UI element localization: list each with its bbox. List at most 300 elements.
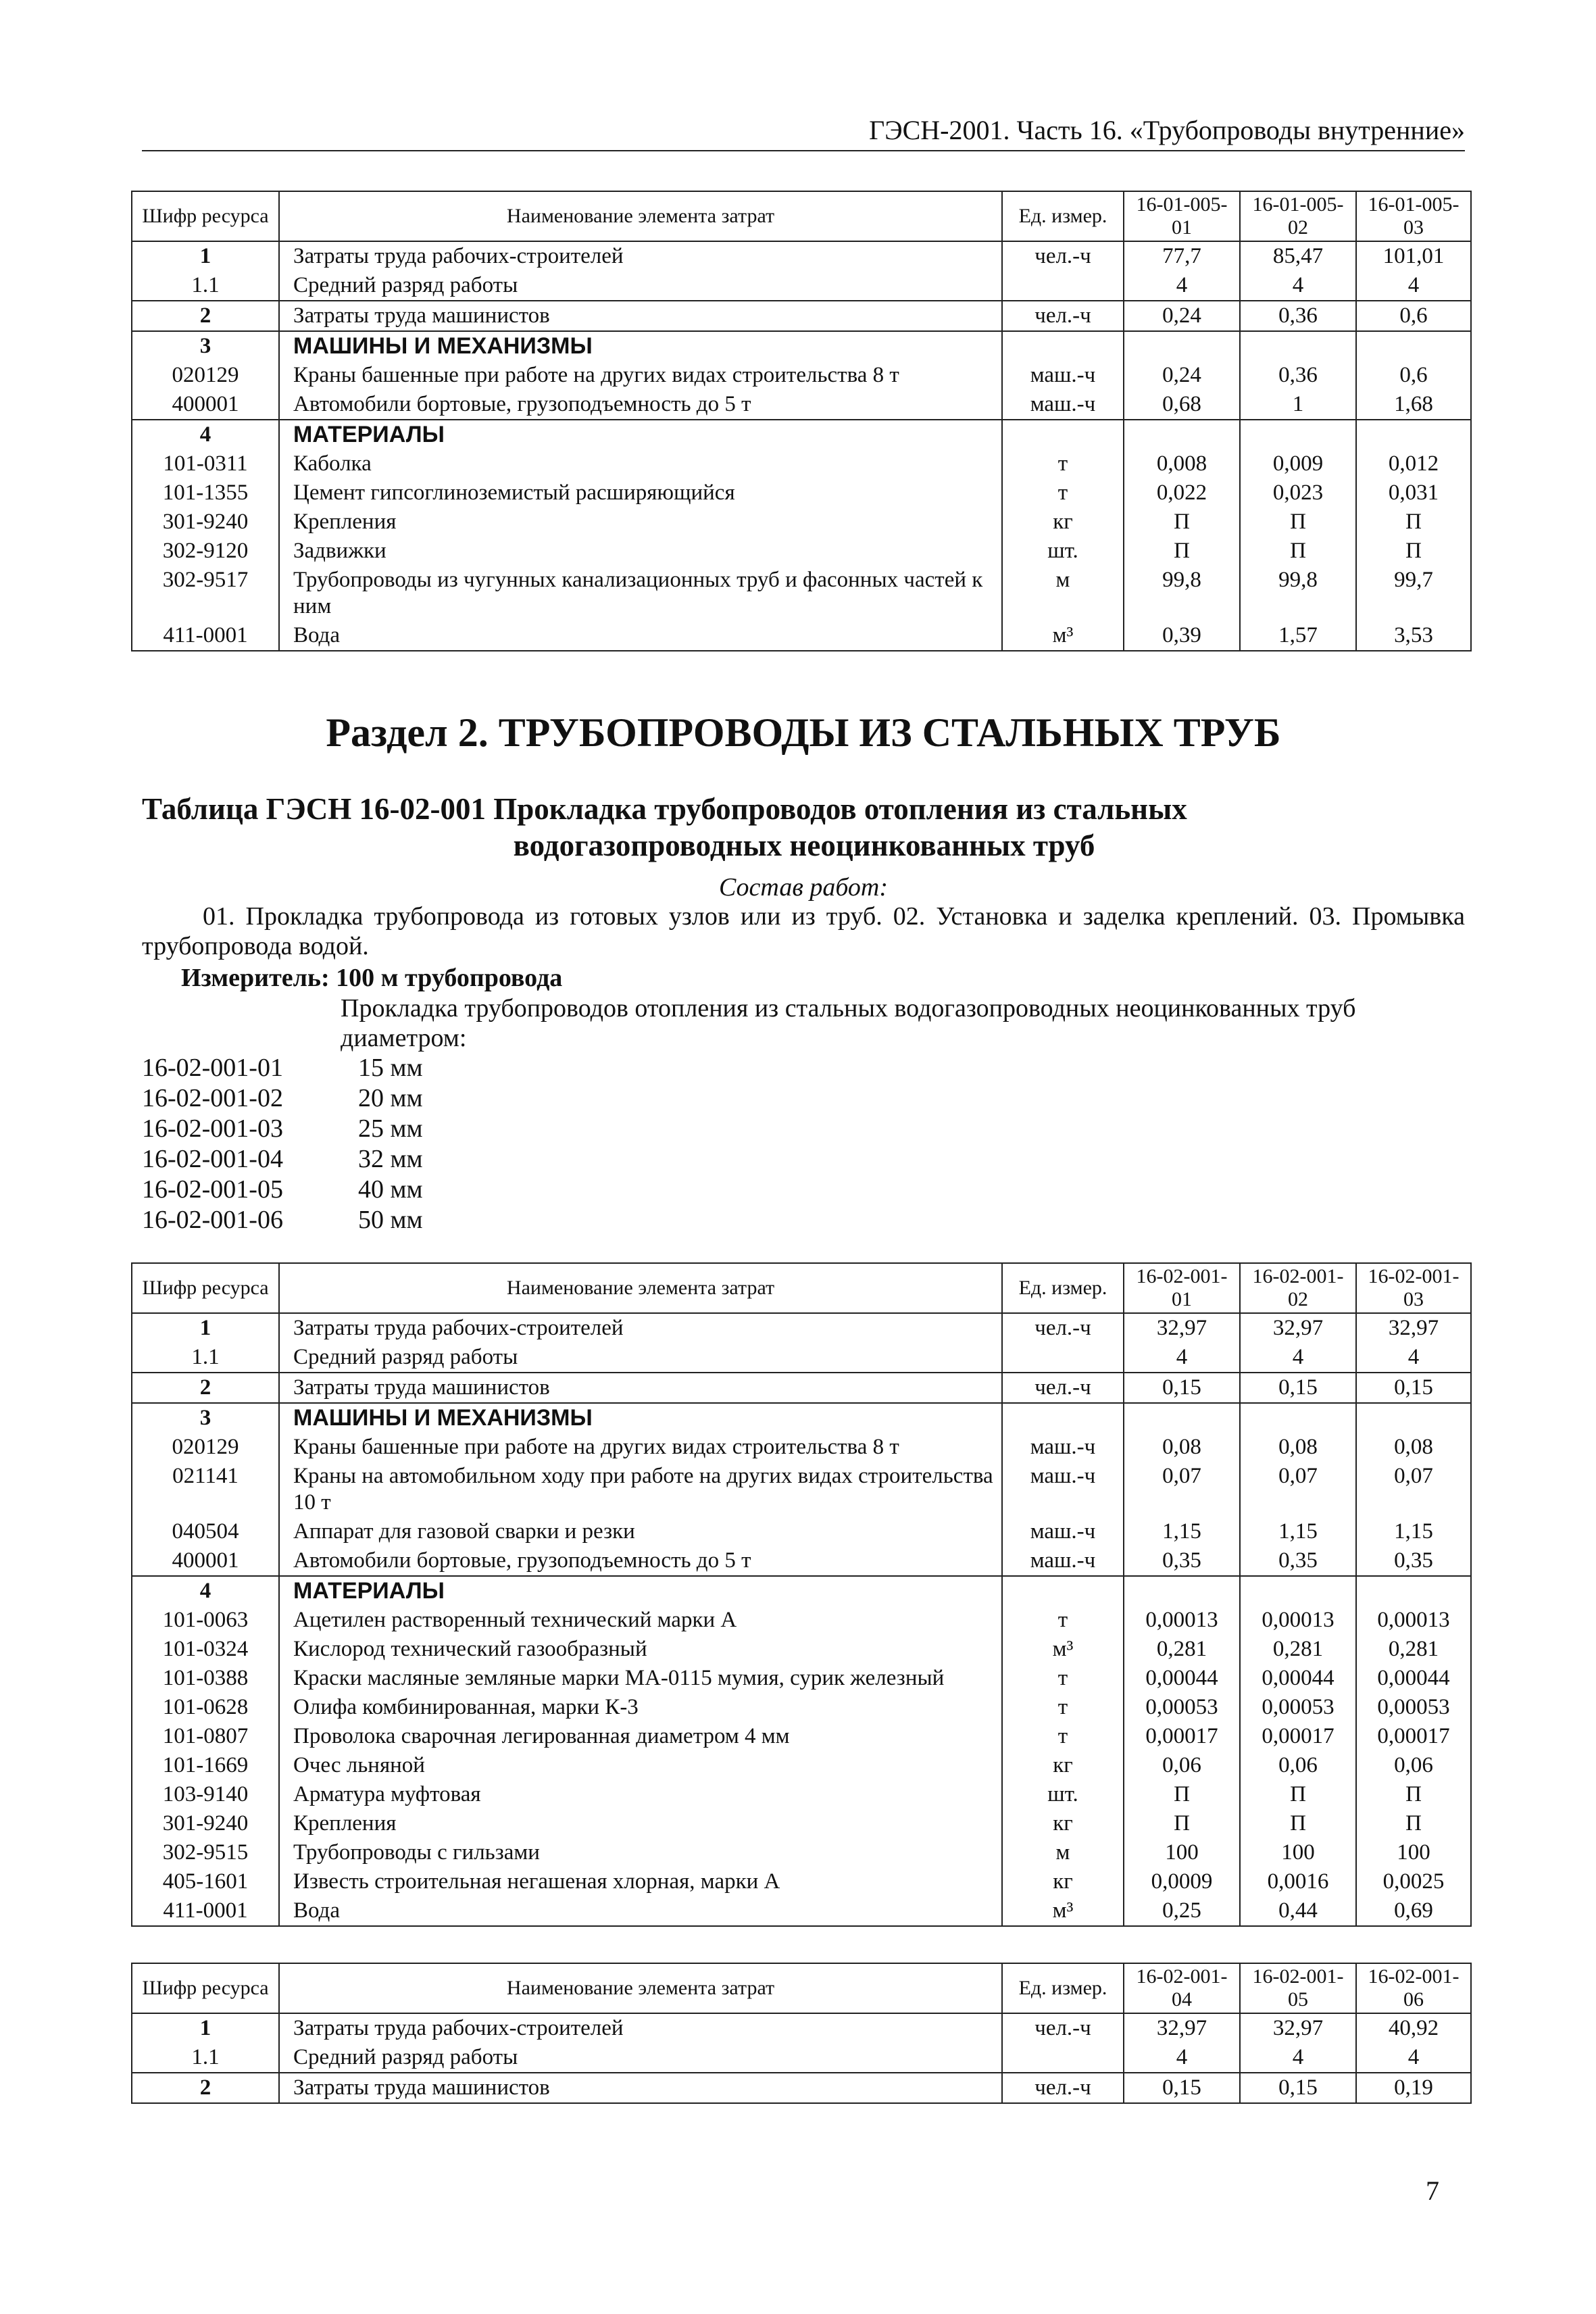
row-value-2: 0,0016	[1240, 1867, 1356, 1896]
row-value-2	[1240, 331, 1356, 361]
row-name: Вода	[279, 621, 1002, 651]
row-value-1: 77,7	[1124, 241, 1240, 271]
col-header-norm-2: 16-02-001-02	[1240, 1263, 1356, 1313]
table-header-row	[132, 1263, 1471, 1313]
row-value-1: 4	[1124, 271, 1240, 301]
row-value-1	[1124, 1576, 1240, 1606]
col-header-code: Шифр ресурса	[132, 191, 279, 241]
row-value-1: 0,08	[1124, 1433, 1240, 1462]
norm-code: 16-02-001-05	[142, 1175, 283, 1204]
row-unit: м	[1002, 1838, 1124, 1867]
row-value-3: П	[1356, 1809, 1471, 1838]
row-value-1: 0,15	[1124, 1373, 1240, 1403]
table-row	[132, 1403, 1471, 1433]
row-value-1: 4	[1124, 1343, 1240, 1373]
row-code: 4	[132, 420, 279, 449]
table-row	[132, 1722, 1471, 1751]
row-value-1: 0,022	[1124, 478, 1240, 508]
norm-diameter: 15 мм	[358, 1054, 423, 1082]
row-unit: т	[1002, 449, 1124, 478]
norm-code-item	[142, 1114, 423, 1144]
norm-diameter: 20 мм	[358, 1084, 423, 1112]
norm-code: 16-02-001-03	[142, 1114, 283, 1143]
table-row	[132, 1546, 1471, 1576]
row-code: 1	[132, 241, 279, 271]
row-value-3: 0,031	[1356, 478, 1471, 508]
row-value-2: 0,00044	[1240, 1664, 1356, 1693]
table-header-row	[132, 1963, 1471, 2013]
row-value-3: 0,69	[1356, 1896, 1471, 1926]
row-value-2: 32,97	[1240, 1313, 1356, 1343]
row-unit	[1002, 2043, 1124, 2073]
row-name: Крепления	[279, 1809, 1002, 1838]
table-row	[132, 1433, 1471, 1462]
row-value-3: 4	[1356, 2043, 1471, 2073]
row-value-3: 0,0025	[1356, 1867, 1471, 1896]
row-name: Краны башенные при работе на других видах строительства 8 т	[279, 361, 1002, 390]
row-value-2: 0,15	[1240, 2073, 1356, 2103]
row-code: 101-1669	[132, 1751, 279, 1780]
col-header-norm-2: 16-01-005-02	[1240, 191, 1356, 241]
row-value-1: 1,15	[1124, 1517, 1240, 1546]
row-unit: кг	[1002, 1809, 1124, 1838]
row-code: 020129	[132, 361, 279, 390]
row-value-1: 0,24	[1124, 361, 1240, 390]
row-unit: чел.-ч	[1002, 2013, 1124, 2043]
row-value-2: 85,47	[1240, 241, 1356, 271]
row-name: Очес льняной	[279, 1751, 1002, 1780]
row-value-3: 0,00053	[1356, 1693, 1471, 1722]
norm-code-item	[142, 1205, 423, 1235]
row-unit: кг	[1002, 1867, 1124, 1896]
row-unit: маш.-ч	[1002, 1546, 1124, 1576]
row-code: 1.1	[132, 271, 279, 301]
table-row	[132, 449, 1471, 478]
row-name: Трубопроводы из чугунных канализационных труб и фасонных частей к ним	[279, 566, 1002, 621]
row-name: Краны на автомобильном ходу при работе на других видах строительства 10 т	[279, 1462, 1002, 1517]
table-row	[132, 1517, 1471, 1546]
table-row	[132, 1664, 1471, 1693]
row-unit	[1002, 1576, 1124, 1606]
table-row	[132, 1867, 1471, 1896]
row-code: 2	[132, 2073, 279, 2103]
norm-code-item	[142, 1053, 423, 1083]
row-code: 101-0807	[132, 1722, 279, 1751]
row-value-2: П	[1240, 1809, 1356, 1838]
row-name: Затраты труда рабочих-строителей	[279, 1313, 1002, 1343]
col-header-name: Наименование элемента затрат	[279, 191, 1002, 241]
row-value-3: 40,92	[1356, 2013, 1471, 2043]
row-name: Затраты труда рабочих-строителей	[279, 2013, 1002, 2043]
row-value-3: 1,68	[1356, 390, 1471, 420]
row-name: Автомобили бортовые, грузоподъемность до 5 т	[279, 1546, 1002, 1576]
row-code: 1.1	[132, 1343, 279, 1373]
resource-table-16-02-001-01-03	[131, 1262, 1472, 1927]
row-value-2: 32,97	[1240, 2013, 1356, 2043]
row-value-2: П	[1240, 1780, 1356, 1809]
row-value-2: 0,44	[1240, 1896, 1356, 1926]
row-name: Затраты труда машинистов	[279, 301, 1002, 331]
table-title-line2: водогазопроводных неоцинкованных труб	[513, 829, 1095, 862]
row-code: 101-0063	[132, 1606, 279, 1635]
row-name: Затраты труда машинистов	[279, 1373, 1002, 1403]
row-unit: т	[1002, 1693, 1124, 1722]
row-name: Вода	[279, 1896, 1002, 1926]
row-value-2: 0,36	[1240, 301, 1356, 331]
table-row	[132, 1693, 1471, 1722]
norm-diameter: 32 мм	[358, 1145, 423, 1173]
col-header-norm-2: 16-02-001-05	[1240, 1963, 1356, 2013]
row-value-1: 99,8	[1124, 566, 1240, 621]
row-value-2: П	[1240, 508, 1356, 537]
norm-code-item	[142, 1083, 423, 1114]
col-header-code: Шифр ресурса	[132, 1263, 279, 1313]
row-name: МАШИНЫ И МЕХАНИЗМЫ	[279, 1403, 1002, 1433]
row-value-2: 1,57	[1240, 621, 1356, 651]
row-unit: т	[1002, 478, 1124, 508]
norm-diameter: 40 мм	[358, 1175, 423, 1204]
row-value-3: 0,07	[1356, 1462, 1471, 1517]
row-value-1: П	[1124, 508, 1240, 537]
row-value-1: 0,00013	[1124, 1606, 1240, 1635]
row-name: Ацетилен растворенный технический марки А	[279, 1606, 1002, 1635]
row-value-2: 0,15	[1240, 1373, 1356, 1403]
row-code: 411-0001	[132, 621, 279, 651]
row-unit: маш.-ч	[1002, 1517, 1124, 1546]
row-value-3: 0,00044	[1356, 1664, 1471, 1693]
table-row	[132, 241, 1471, 271]
row-unit	[1002, 1343, 1124, 1373]
row-unit: шт.	[1002, 1780, 1124, 1809]
col-header-norm-1: 16-02-001-01	[1124, 1263, 1240, 1313]
row-value-2: 0,009	[1240, 449, 1356, 478]
row-unit: маш.-ч	[1002, 1433, 1124, 1462]
col-header-name: Наименование элемента затрат	[279, 1263, 1002, 1313]
page-number: 7	[1426, 2175, 1439, 2206]
row-name: Средний разряд работы	[279, 2043, 1002, 2073]
row-unit: чел.-ч	[1002, 241, 1124, 271]
row-unit: чел.-ч	[1002, 2073, 1124, 2103]
row-code: 021141	[132, 1462, 279, 1517]
row-value-2: П	[1240, 537, 1356, 566]
row-value-3	[1356, 1576, 1471, 1606]
row-value-1: 0,25	[1124, 1896, 1240, 1926]
row-value-2: 0,023	[1240, 478, 1356, 508]
norm-code-item	[142, 1144, 423, 1175]
row-value-1	[1124, 1403, 1240, 1433]
row-value-3: 101,01	[1356, 241, 1471, 271]
norm-code: 16-02-001-06	[142, 1206, 283, 1234]
row-unit: м³	[1002, 1635, 1124, 1664]
row-code: 1.1	[132, 2043, 279, 2073]
row-unit: т	[1002, 1606, 1124, 1635]
table-row	[132, 1606, 1471, 1635]
table-row	[132, 1462, 1471, 1517]
table-row	[132, 566, 1471, 621]
row-value-1: 100	[1124, 1838, 1240, 1867]
table-row	[132, 271, 1471, 301]
row-unit: т	[1002, 1722, 1124, 1751]
row-value-3: 0,06	[1356, 1751, 1471, 1780]
row-name: Автомобили бортовые, грузоподъемность до 5 т	[279, 390, 1002, 420]
col-header-norm-1: 16-02-001-04	[1124, 1963, 1240, 2013]
row-value-2: 1,15	[1240, 1517, 1356, 1546]
norm-intro: Прокладка трубопроводов отопления из стальных водогазопроводных неоцинкованных труб диаметром:	[341, 994, 1356, 1052]
row-code: 3	[132, 331, 279, 361]
col-header-norm-3: 16-01-005-03	[1356, 191, 1471, 241]
row-name: Олифа комбинированная, марки К-3	[279, 1693, 1002, 1722]
row-code: 302-9517	[132, 566, 279, 621]
row-unit: м³	[1002, 621, 1124, 651]
measurement-unit: Измеритель: 100 м трубопровода	[181, 964, 563, 992]
row-name: МАШИНЫ И МЕХАНИЗМЫ	[279, 331, 1002, 361]
norm-code: 16-02-001-01	[142, 1054, 283, 1082]
col-header-name: Наименование элемента затрат	[279, 1963, 1002, 2013]
row-name: Кислород технический газообразный	[279, 1635, 1002, 1664]
table-row	[132, 1751, 1471, 1780]
running-header: ГЭСН-2001. Часть 16. «Трубопроводы внутренние»	[142, 114, 1465, 151]
col-header-unit: Ед. измер.	[1002, 191, 1124, 241]
row-name: Трубопроводы с гильзами	[279, 1838, 1002, 1867]
norm-diameter: 25 мм	[358, 1114, 423, 1143]
row-value-1: 0,39	[1124, 621, 1240, 651]
row-unit: кг	[1002, 1751, 1124, 1780]
row-value-3	[1356, 1403, 1471, 1433]
table-row	[132, 1838, 1471, 1867]
row-value-1: 0,35	[1124, 1546, 1240, 1576]
row-value-1: П	[1124, 1809, 1240, 1838]
table-row	[132, 420, 1471, 449]
table-row	[132, 1896, 1471, 1926]
table-row	[132, 1635, 1471, 1664]
row-value-2: 4	[1240, 2043, 1356, 2073]
row-name: Проволока сварочная легированная диаметром 4 мм	[279, 1722, 1002, 1751]
row-value-2: 0,00017	[1240, 1722, 1356, 1751]
row-value-1: 0,07	[1124, 1462, 1240, 1517]
row-value-1: П	[1124, 1780, 1240, 1809]
row-value-3	[1356, 331, 1471, 361]
row-value-3: 0,08	[1356, 1433, 1471, 1462]
table-row	[132, 390, 1471, 420]
row-code: 101-0311	[132, 449, 279, 478]
col-header-norm-3: 16-02-001-06	[1356, 1963, 1471, 2013]
row-unit: маш.-ч	[1002, 1462, 1124, 1517]
col-header-code: Шифр ресурса	[132, 1963, 279, 2013]
col-header-norm-3: 16-02-001-03	[1356, 1263, 1471, 1313]
row-unit	[1002, 420, 1124, 449]
row-value-1: 0,00017	[1124, 1722, 1240, 1751]
row-value-1: 0,008	[1124, 449, 1240, 478]
row-code: 302-9515	[132, 1838, 279, 1867]
table-row	[132, 1809, 1471, 1838]
row-code: 302-9120	[132, 537, 279, 566]
row-unit: маш.-ч	[1002, 361, 1124, 390]
row-value-2: 0,07	[1240, 1462, 1356, 1517]
row-code: 1	[132, 2013, 279, 2043]
row-value-3: 32,97	[1356, 1313, 1471, 1343]
row-value-2: 4	[1240, 1343, 1356, 1373]
row-value-1: 4	[1124, 2043, 1240, 2073]
row-value-3: 3,53	[1356, 621, 1471, 651]
norm-codes-list	[142, 1053, 423, 1235]
row-code: 103-9140	[132, 1780, 279, 1809]
row-unit	[1002, 271, 1124, 301]
row-name: Каболка	[279, 449, 1002, 478]
row-name: Затраты труда машинистов	[279, 2073, 1002, 2103]
row-value-2	[1240, 420, 1356, 449]
row-value-1: 0,24	[1124, 301, 1240, 331]
row-name: Затраты труда рабочих-строителей	[279, 241, 1002, 271]
row-code: 411-0001	[132, 1896, 279, 1926]
row-value-1: 0,00053	[1124, 1693, 1240, 1722]
row-code: 301-9240	[132, 1809, 279, 1838]
row-code: 400001	[132, 1546, 279, 1576]
table-row	[132, 1373, 1471, 1403]
row-code: 101-0388	[132, 1664, 279, 1693]
row-code: 101-0324	[132, 1635, 279, 1664]
work-composition-text: 01. Прокладка трубопровода из готовых узлов или из труб. 02. Установка и заделка креплений. 03. Промывка трубопровода водой.	[142, 902, 1465, 960]
row-unit: шт.	[1002, 537, 1124, 566]
table-row	[132, 537, 1471, 566]
table-row	[132, 1780, 1471, 1809]
row-value-2: 0,36	[1240, 361, 1356, 390]
row-value-2	[1240, 1403, 1356, 1433]
row-name: МАТЕРИАЛЫ	[279, 1576, 1002, 1606]
row-name: Аппарат для газовой сварки и резки	[279, 1517, 1002, 1546]
row-unit: т	[1002, 1664, 1124, 1693]
row-code: 2	[132, 301, 279, 331]
row-value-2: 0,281	[1240, 1635, 1356, 1664]
table-row	[132, 2013, 1471, 2043]
row-unit: маш.-ч	[1002, 390, 1124, 420]
table-row	[132, 1576, 1471, 1606]
row-name: Известь строительная негашеная хлорная, марки А	[279, 1867, 1002, 1896]
row-unit: м	[1002, 566, 1124, 621]
row-code: 400001	[132, 390, 279, 420]
row-value-2: 0,35	[1240, 1546, 1356, 1576]
row-value-1: П	[1124, 537, 1240, 566]
row-value-2	[1240, 1576, 1356, 1606]
row-unit	[1002, 1403, 1124, 1433]
row-value-2: 1	[1240, 390, 1356, 420]
col-header-unit: Ед. измер.	[1002, 1263, 1124, 1313]
row-value-2: 0,08	[1240, 1433, 1356, 1462]
row-code: 301-9240	[132, 508, 279, 537]
row-unit: чел.-ч	[1002, 1373, 1124, 1403]
row-code: 2	[132, 1373, 279, 1403]
table-title	[142, 791, 1378, 864]
resource-table-16-01-005	[131, 191, 1472, 651]
row-value-2: 0,00053	[1240, 1693, 1356, 1722]
row-value-3: 100	[1356, 1838, 1471, 1867]
row-code: 1	[132, 1313, 279, 1343]
row-value-1: 32,97	[1124, 1313, 1240, 1343]
table-row	[132, 478, 1471, 508]
row-value-2: 99,8	[1240, 566, 1356, 621]
row-value-3: 0,00017	[1356, 1722, 1471, 1751]
row-value-3: 0,19	[1356, 2073, 1471, 2103]
row-code: 040504	[132, 1517, 279, 1546]
col-header-unit: Ед. измер.	[1002, 1963, 1124, 2013]
row-name: Средний разряд работы	[279, 1343, 1002, 1373]
row-value-3: 0,6	[1356, 361, 1471, 390]
table-row	[132, 1313, 1471, 1343]
row-value-1: 0,06	[1124, 1751, 1240, 1780]
row-code: 3	[132, 1403, 279, 1433]
row-value-1: 32,97	[1124, 2013, 1240, 2043]
row-value-1: 0,00044	[1124, 1664, 1240, 1693]
row-value-2: 4	[1240, 271, 1356, 301]
row-name: Средний разряд работы	[279, 271, 1002, 301]
row-code: 020129	[132, 1433, 279, 1462]
row-value-3: 0,012	[1356, 449, 1471, 478]
row-value-1: 0,281	[1124, 1635, 1240, 1664]
row-name: Краски масляные земляные марки МА-0115 мумия, сурик железный	[279, 1664, 1002, 1693]
row-code: 405-1601	[132, 1867, 279, 1896]
row-value-1: 0,15	[1124, 2073, 1240, 2103]
row-value-1: 0,68	[1124, 390, 1240, 420]
row-value-1: 0,0009	[1124, 1867, 1240, 1896]
norm-code: 16-02-001-02	[142, 1084, 283, 1112]
row-value-3: 0,35	[1356, 1546, 1471, 1576]
row-value-1	[1124, 331, 1240, 361]
row-unit	[1002, 331, 1124, 361]
row-value-3: 4	[1356, 271, 1471, 301]
row-value-3: 99,7	[1356, 566, 1471, 621]
row-value-3: 4	[1356, 1343, 1471, 1373]
table-row	[132, 361, 1471, 390]
row-value-2: 0,06	[1240, 1751, 1356, 1780]
row-value-1	[1124, 420, 1240, 449]
table-title-line1: Таблица ГЭСН 16-02-001 Прокладка трубопроводов отопления из стальных	[142, 792, 1187, 826]
row-value-2: 100	[1240, 1838, 1356, 1867]
row-name: Задвижки	[279, 537, 1002, 566]
row-value-3	[1356, 420, 1471, 449]
row-value-3: П	[1356, 537, 1471, 566]
row-code: 4	[132, 1576, 279, 1606]
row-value-2: 0,00013	[1240, 1606, 1356, 1635]
norm-code-item	[142, 1175, 423, 1205]
norm-diameter: 50 мм	[358, 1206, 423, 1234]
table-row	[132, 621, 1471, 651]
table-row	[132, 2043, 1471, 2073]
row-value-3: П	[1356, 1780, 1471, 1809]
row-unit: кг	[1002, 508, 1124, 537]
row-name: МАТЕРИАЛЫ	[279, 420, 1002, 449]
row-value-3: П	[1356, 508, 1471, 537]
row-unit: м³	[1002, 1896, 1124, 1926]
table-row	[132, 508, 1471, 537]
row-value-3: 0,00013	[1356, 1606, 1471, 1635]
section-title: Раздел 2. ТРУБОПРОВОДЫ ИЗ СТАЛЬНЫХ ТРУБ	[326, 710, 1281, 755]
work-composition-heading: Состав работ:	[718, 873, 889, 902]
row-name: Цемент гипсоглиноземистый расширяющийся	[279, 478, 1002, 508]
row-value-3: 0,6	[1356, 301, 1471, 331]
table-row	[132, 2073, 1471, 2103]
row-code: 101-0628	[132, 1693, 279, 1722]
resource-table-16-02-001-04-06	[131, 1963, 1472, 2104]
row-value-3: 0,15	[1356, 1373, 1471, 1403]
row-name: Крепления	[279, 508, 1002, 537]
table-row	[132, 301, 1471, 331]
row-name: Краны башенные при работе на других видах строительства 8 т	[279, 1433, 1002, 1462]
row-unit: чел.-ч	[1002, 301, 1124, 331]
norm-code: 16-02-001-04	[142, 1145, 283, 1173]
table-row	[132, 331, 1471, 361]
row-code: 101-1355	[132, 478, 279, 508]
row-value-3: 0,281	[1356, 1635, 1471, 1664]
row-unit: чел.-ч	[1002, 1313, 1124, 1343]
